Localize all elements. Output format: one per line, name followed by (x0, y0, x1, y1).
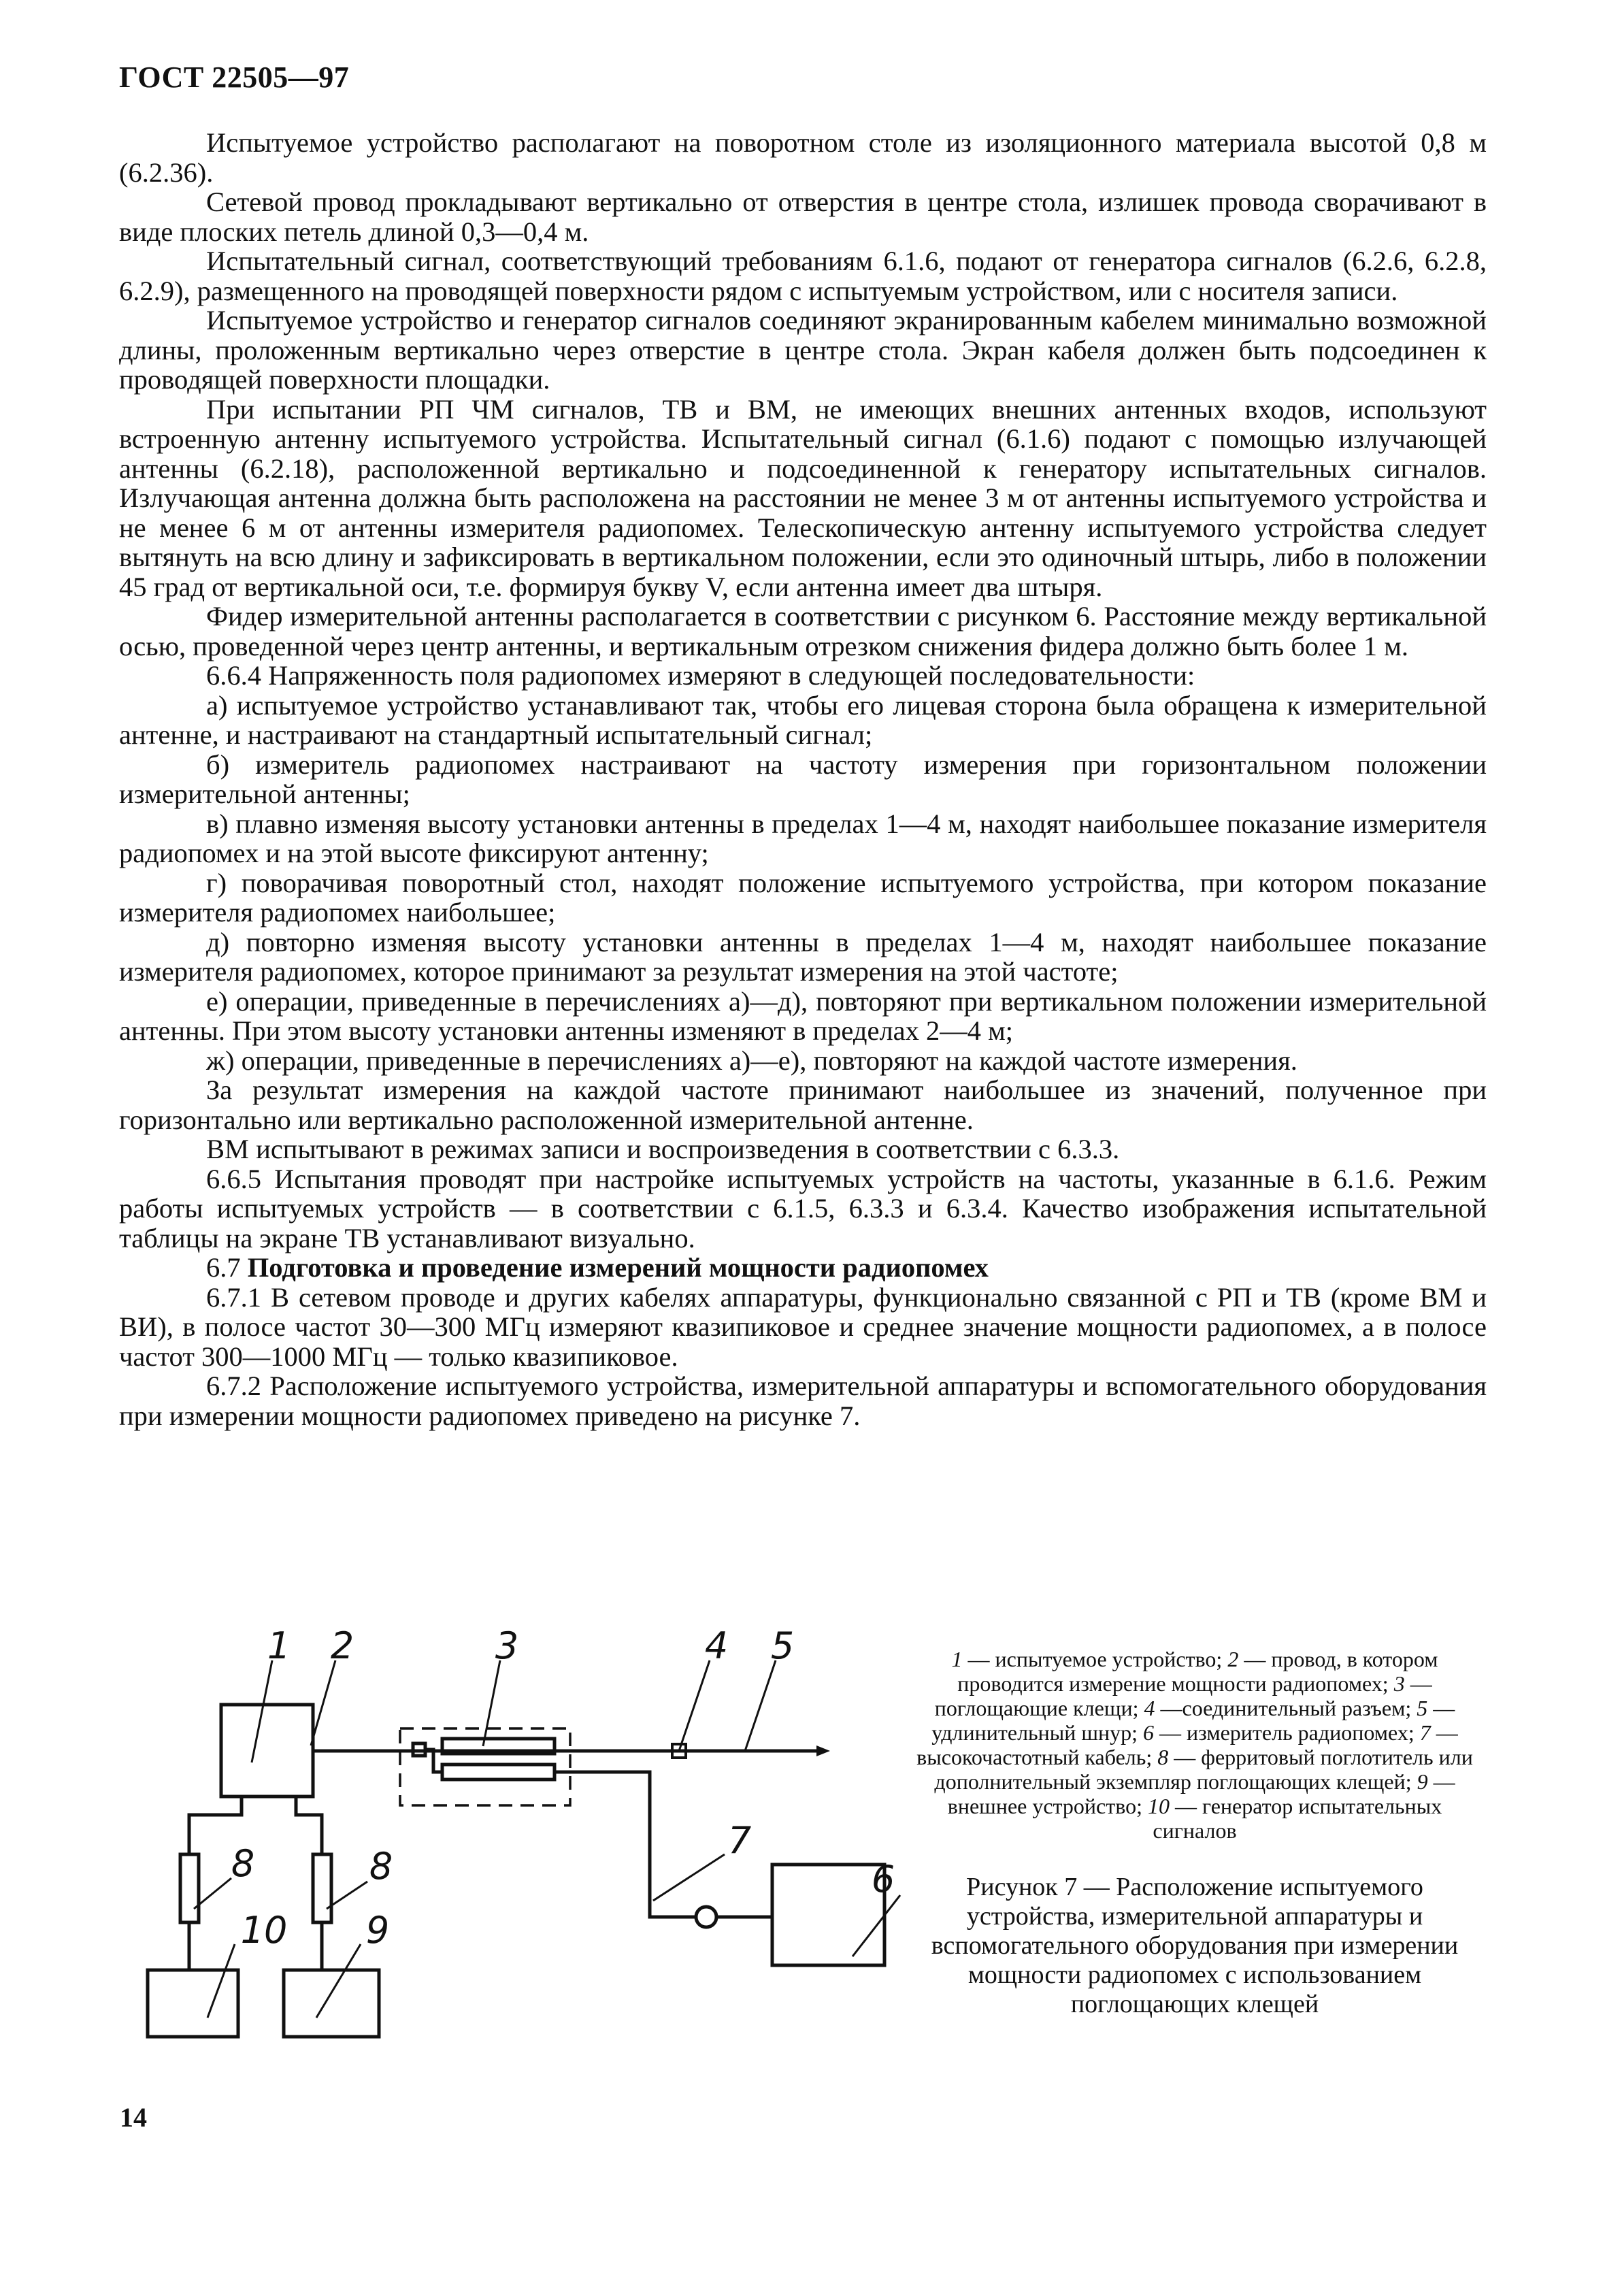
legend-number: 1 (951, 1647, 963, 1671)
legend-number: 4 (1144, 1696, 1155, 1720)
list-item: ж) операции, приведенные в перечислениях а)—е), повторяют на каждой частоте измерения. (206, 1045, 1297, 1076)
legend-number: 5 (1417, 1696, 1428, 1720)
list-item: а) испытуемое устройство устанавливают так, чтобы его лицевая сторона была обращена к измерительной антенне, и настраивают на стандартный испытательный сигнал; (119, 689, 1487, 750)
leader-1 (252, 1660, 272, 1762)
legend-text: — внешнее устройство; (947, 1769, 1455, 1818)
hf-cable-line (555, 1772, 696, 1917)
paragraph: ВМ испытывают в режимах записи и воспроизведения в соответствии с 6.3.3. (206, 1134, 1120, 1164)
clamp-link (425, 1750, 442, 1772)
label-5: 5 (770, 1624, 795, 1667)
generator-box (148, 1970, 238, 2037)
legend-text: —соединительный разъем; (1155, 1696, 1417, 1720)
legend-text: — высокочастотный кабель; (916, 1720, 1458, 1769)
leader-10 (208, 1944, 235, 2018)
figure-legend (912, 1647, 1478, 1843)
label-4: 4 (704, 1624, 729, 1667)
list-item: д) повторно изменяя высоту установки антенны в пределах 1—4 м, находят наибольшее показание измерителя радиопомех, которое принимают за результат измерения на этой частоте; (119, 926, 1487, 987)
device-under-test-box (221, 1705, 313, 1797)
paragraph: 6.6.4 Напряженность поля радиопомех измеряют в следующей последовательности: (206, 660, 1195, 691)
label-8-left: 8 (231, 1842, 255, 1885)
paragraph: 6.6.5 Испытания проводят при настройке испытуемых устройств на частоты, указанные в 6.1.6. Режим работы испытуемых устройств — в соответствии с 6.1.5, 6.3.3 и 6.3.4. Качество изображения испытательной таблицы на экране ТВ устанавливают визуально. (119, 1163, 1487, 1253)
page-number: 14 (120, 2102, 147, 2133)
right-branch-line (296, 1797, 322, 1854)
label-8-right: 8 (369, 1845, 393, 1888)
hf-cable-ferrite (696, 1907, 716, 1927)
list-item: г) поворачивая поворотный стол, находят положение испытуемого устройства, при котором показание измерителя радиопомех наибольшее; (119, 867, 1487, 928)
legend-number: 3 (1393, 1671, 1405, 1696)
section-heading (119, 1253, 1487, 1283)
legend-text: — удлинительный шнур; (931, 1696, 1455, 1745)
legend-number: 8 (1157, 1745, 1169, 1769)
diagram-svg (133, 1624, 908, 2024)
leader-6 (853, 1895, 900, 1956)
label-1: 1 (267, 1624, 291, 1667)
paragraph: 6.7.2 Расположение испытуемого устройства, измерительной аппаратуры и вспомогательного оборудования при измерении мощности радиопомех приведено на рисунке 7. (119, 1371, 1487, 1431)
list-item: в) плавно изменяя высоту установки антенны в пределах 1—4 м, находят наибольшее показание измерителя радиопомех и на этой высоте фиксируют антенну; (119, 808, 1487, 868)
leader-7 (653, 1854, 725, 1901)
label-2: 2 (330, 1624, 354, 1667)
legend-number: 7 (1419, 1720, 1431, 1745)
section-title: Подготовка и проведение измерений мощности радиопомех (247, 1252, 989, 1283)
legend-text: — провод, в котором проводится измерение мощности радиопомех; (957, 1647, 1438, 1696)
figure-7-diagram (133, 1624, 908, 2024)
label-10: 10 (240, 1909, 288, 1952)
label-3: 3 (495, 1624, 519, 1667)
figure-caption: Рисунок 7 — Расположение испытуемого устройства, измерительной аппаратуры и вспомогательного оборудования при измерении мощности радиопомех с использованием поглощающих клещей (931, 1873, 1459, 2018)
paragraph: За результат измерения на каждой частоте принимают наибольшее из значений, полученное при горизонтально или вертикально расположенной измерительной антенне. (119, 1075, 1487, 1135)
legend-number: 9 (1417, 1769, 1428, 1794)
legend-number: 2 (1227, 1647, 1239, 1671)
external-device-box (284, 1970, 379, 2037)
clamp-tube-lower (442, 1765, 555, 1780)
ferrite-absorber-right (313, 1854, 331, 1922)
list-item: е) операции, приведенные в перечислениях а)—д), повторяют при вертикальном положении измерительной антенны. При этом высоту установки антенны изменяют в пределах 2—4 м; (119, 985, 1487, 1046)
paragraph: 6.7.1 В сетевом проводе и других кабелях аппаратуры, функционально связанной с РП и ТВ (кроме ВМ и ВИ), в полосе частот 30—300 МГц измеряют квазипиковое и среднее значение мощности радиопомех, а в полосе частот 300—1000 МГц — только квазипиковое. (119, 1281, 1487, 1372)
page-header: ГОСТ 22505—97 (119, 61, 350, 94)
legend-text: — ферритовый поглотитель или дополнительный экземпляр поглощающих клещей; (934, 1745, 1473, 1794)
label-9: 9 (365, 1909, 390, 1952)
paragraph: Фидер измерительной антенны располагается в соответствии с рисунком 6. Расстояние между вертикальной осью, проведенной через центр антенны, и вертикальным отрезком снижения фидера должно быть более 1 м. (119, 601, 1487, 661)
list-item: б) измеритель радиопомех настраивают на частоту измерения при горизонтальном положении измерительной антенны; (119, 749, 1487, 809)
legend-text: — поглощающие клещи; (934, 1671, 1432, 1720)
paragraph: Испытуемое устройство располагают на поворотном столе из изоляционного материала высотой 0,8 м (6.2.36). (119, 127, 1487, 188)
body-text (119, 128, 1487, 1430)
emi-meter-box (772, 1865, 884, 1965)
ferrite-absorber-left (180, 1854, 199, 1922)
leader-4 (679, 1660, 710, 1751)
legend-text: — измеритель радиопомех; (1154, 1720, 1420, 1745)
paragraph: Испытуемое устройство и генератор сигналов соединяют экранированным кабелем минимально возможной длины, проложенным вертикально через отверстие в центре стола. Экран кабеля должен быть подсоединен к проводящей поверхности площадки. (119, 305, 1487, 395)
paragraph: Испытательный сигнал, соответствующий требованиям 6.1.6, подают от генератора сигналов (6.2.6, 6.2.8, 6.2.9), размещенного на проводящей поверхности рядом с испытуемым устройством, или с носителя записи. (119, 246, 1487, 306)
cord-arrowhead (816, 1745, 830, 1756)
legend-number: 10 (1148, 1794, 1170, 1818)
paragraph: Сетевой провод прокладывают вертикально от отверстия в центре стола, излишек провода сворачивают в виде плоских петель длиной 0,3—0,4 м. (119, 186, 1487, 247)
legend-text: — генератор испытательных сигналов (1153, 1794, 1442, 1843)
legend-text: — испытуемое устройство; (962, 1647, 1228, 1671)
paragraph: При испытании РП ЧМ сигналов, ТВ и ВМ, не имеющих внешних антенных входов, используют встроенную антенну испытуемого устройства. Испытательный сигнал (6.1.6) подают с помощью излучающей антенны (6.2.18), расположенной вертикально и подсоединенной к генератору испытательных сигналов. Излучающая антенна должна быть расположена на расстоянии не менее 3 м от антенны испытуемого устройства и не менее 6 м от антенны измерителя радиопомех. Телескопическую антенну испытуемого устройства следует вытянуть на всю длину и зафиксировать в вертикальном положении, если это одиночный штырь, либо в положении 45 град от вертикальной оси, т.е. формируя букву V, если антенна имеет два штыря. (119, 393, 1487, 602)
section-number: 6.7 (206, 1252, 241, 1283)
label-6: 6 (871, 1858, 895, 1901)
legend-number: 6 (1143, 1720, 1155, 1745)
leader-5 (745, 1660, 776, 1751)
leader-3 (483, 1660, 500, 1746)
label-7: 7 (727, 1819, 752, 1862)
